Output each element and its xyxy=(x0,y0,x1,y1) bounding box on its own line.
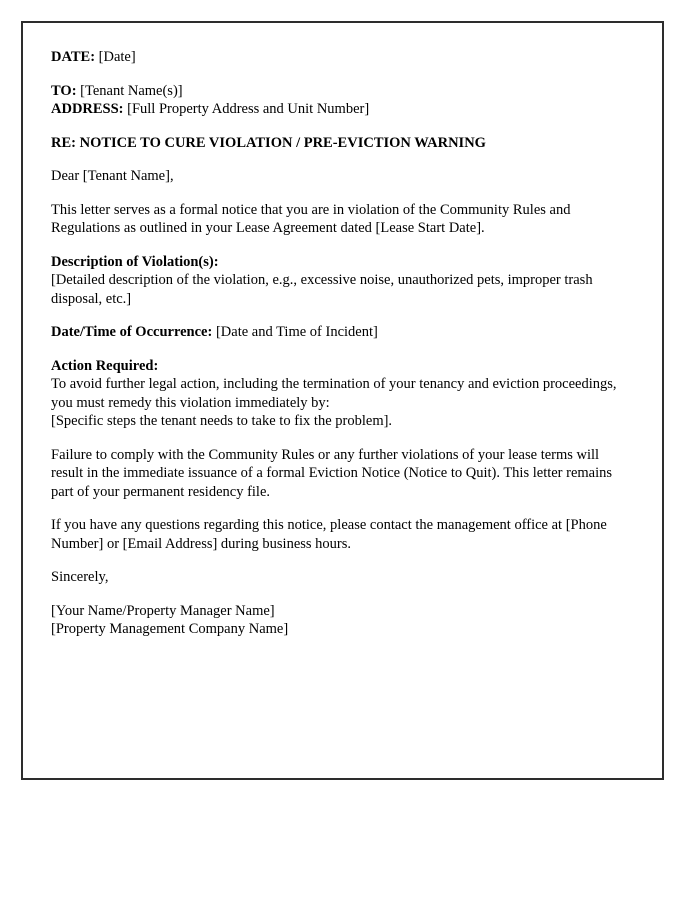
violation-label: Description of Violation(s): xyxy=(51,253,219,270)
address-line xyxy=(51,100,634,119)
subject-line xyxy=(51,134,634,153)
subject-text: RE: NOTICE TO CURE VIOLATION / PRE-EVICTION WARNING xyxy=(51,134,486,151)
notice-letter xyxy=(21,21,664,780)
occurrence-label: Date/Time of Occurrence: xyxy=(51,324,213,340)
action-label: Action Required: xyxy=(51,357,159,374)
signature-name: [Your Name/Property Manager Name] xyxy=(51,602,275,619)
date-label: DATE: xyxy=(51,49,96,65)
salutation: Dear [Tenant Name], xyxy=(51,168,174,184)
closing-line: Sincerely, xyxy=(51,569,109,585)
occurrence-line xyxy=(51,323,634,342)
occurrence-value: [Date and Time of Incident] xyxy=(215,324,378,340)
action-paragraph xyxy=(51,357,634,431)
recipient-block xyxy=(51,82,634,119)
to-line xyxy=(51,82,634,101)
action-text: To avoid further legal action, including the termination of your tenancy and eviction proceedings, you must remedy this violation immediately by: xyxy=(51,376,617,411)
violation-paragraph xyxy=(51,253,634,309)
address-label: ADDRESS: xyxy=(51,101,124,117)
date-value: [Date] xyxy=(98,49,136,65)
contact-paragraph: If you have any questions regarding this notice, please contact the management office at [Phone Number] or [Email Address] during business hours. xyxy=(51,517,607,552)
consequences-paragraph: Failure to comply with the Community Rules or any further violations of your lease terms will result in the immediate issuance of a formal Eviction Notice (Notice to Quit). This letter remains part of your permanent residency file. xyxy=(51,446,613,500)
to-label: TO: xyxy=(51,82,77,99)
date-line xyxy=(51,48,634,67)
intro-paragraph: This letter serves as a formal notice that you are in violation of the Community Rules and Regulations as outlined in your Lease Agreement dated [Lease Start Date]. xyxy=(51,201,571,236)
violation-description: [Detailed description of the violation, e.g., excessive noise, unauthorized pets, improper trash disposal, etc.] xyxy=(51,272,593,307)
action-steps: [Specific steps the tenant needs to take to fix the problem]. xyxy=(51,413,393,429)
signature-company: [Property Management Company Name] xyxy=(51,621,289,637)
address-value: [Full Property Address and Unit Number] xyxy=(127,101,370,117)
to-value: [Tenant Name(s)] xyxy=(80,82,183,99)
signature-block xyxy=(51,602,634,639)
